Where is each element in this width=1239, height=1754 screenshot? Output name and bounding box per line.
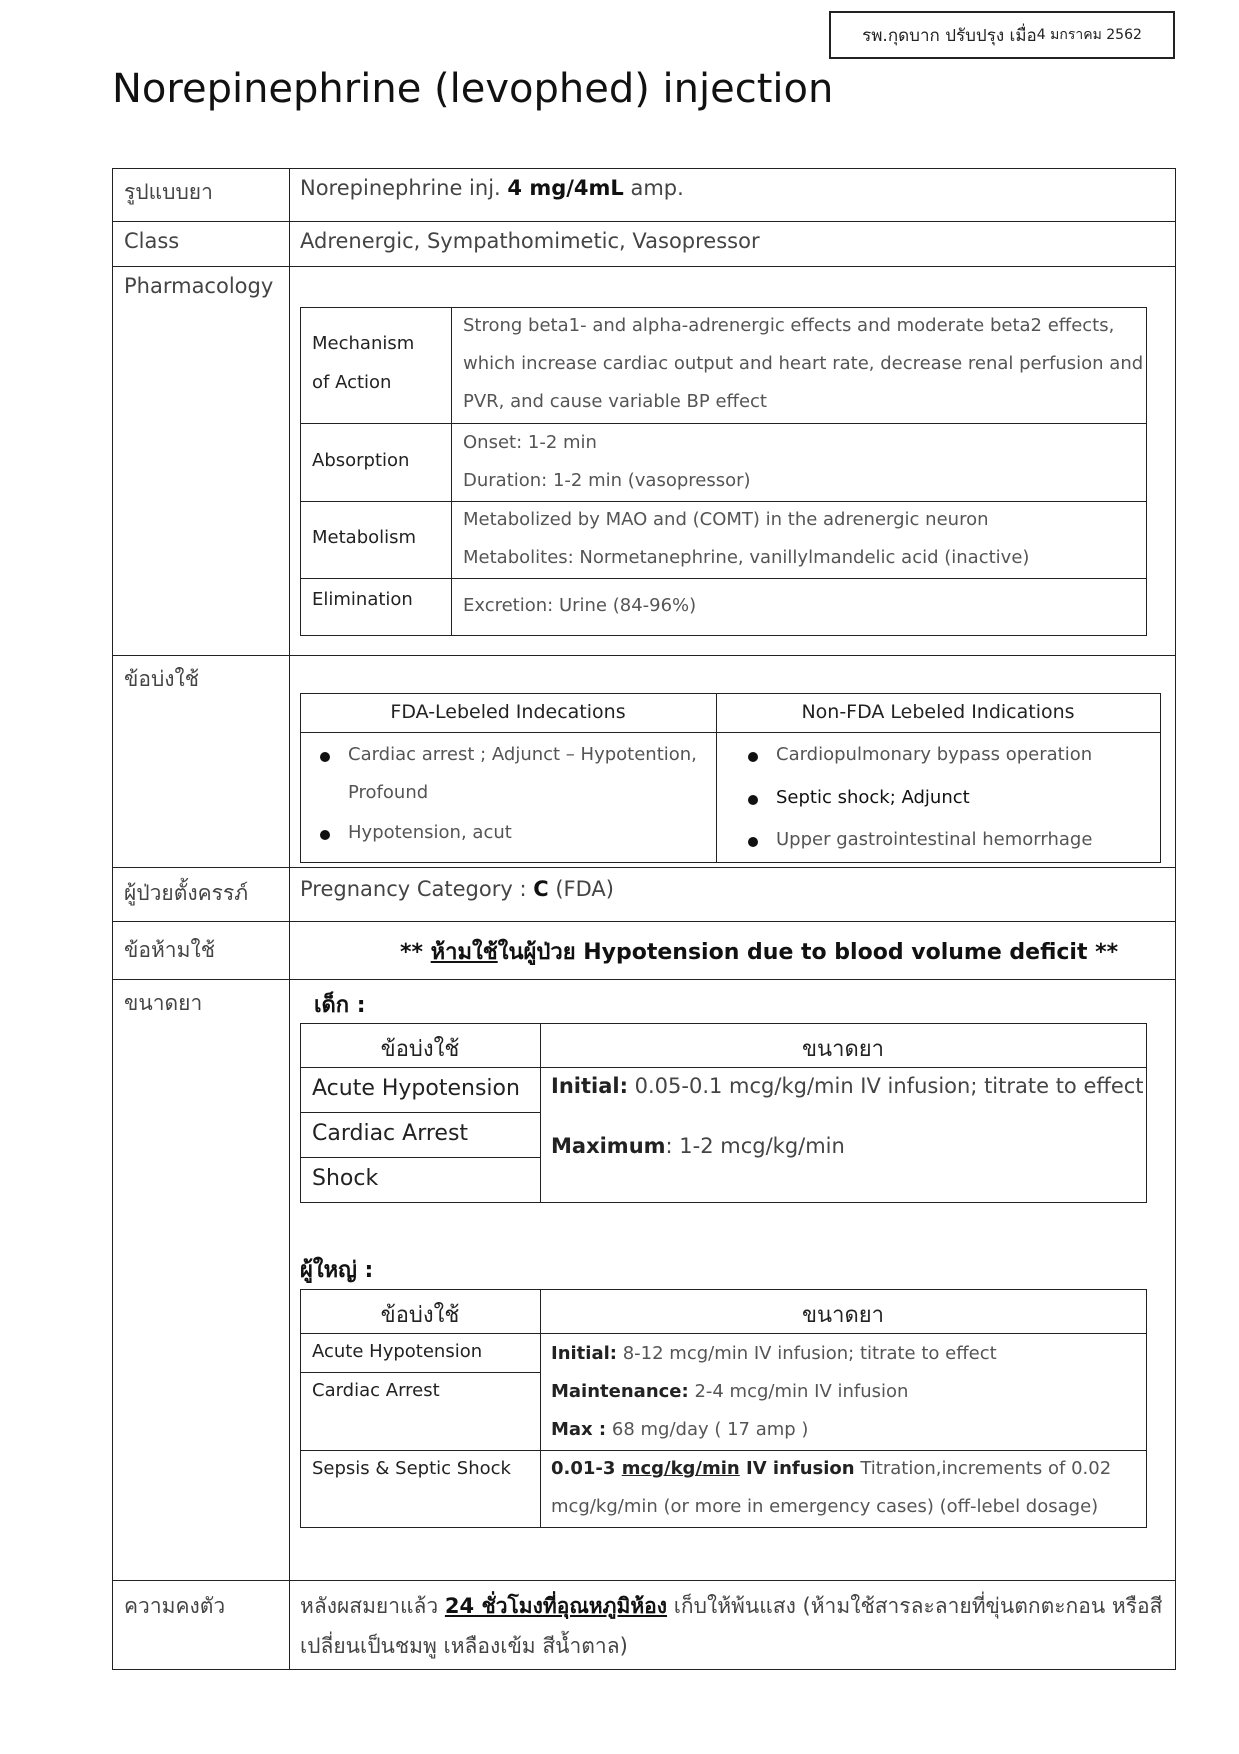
absorption-onset: Onset: 1-2 min — [463, 432, 597, 453]
elimination-label: Elimination — [312, 589, 413, 610]
sepsis-dose-line-2: mcg/kg/min (or more in emergency cases) (off-lebel dosage) — [551, 1496, 1099, 1517]
fda-item-2: Hypotension, acut — [348, 822, 512, 843]
bullet-icon — [320, 830, 330, 840]
fda-item-1a: Cardiac arrest ; Adjunct – Hypotention, — [348, 744, 697, 765]
adult-col-indication: ข้อบ่งใช้ — [380, 1303, 460, 1328]
adult-max-dose: Max : 68 mg/day ( 17 amp ) — [551, 1419, 809, 1440]
absorption-label: Absorption — [312, 450, 410, 471]
label-indications: ข้อบ่งใช้ — [124, 667, 200, 691]
pregnancy-value: Pregnancy Category : C (FDA) — [300, 877, 614, 901]
moa-label-2: of Action — [312, 372, 392, 393]
revision-prefix: รพ.กุดบาก ปรับปรุง เมื่อ — [862, 25, 1037, 46]
adult-indication-1: Acute Hypotension — [312, 1341, 483, 1362]
child-initial-dose: Initial: 0.05-0.1 mcg/kg/min IV infusion; titrate to effect — [551, 1074, 1144, 1098]
adult-initial-dose: Initial: 8-12 mcg/min IV infusion; titrate to effect — [551, 1343, 997, 1364]
child-indication-2: Cardiac Arrest — [312, 1121, 469, 1146]
child-col-dose: ขนาดยา — [802, 1037, 884, 1062]
nonfda-item-1: Cardiopulmonary bypass operation — [776, 744, 1093, 765]
child-max-dose: Maximum: 1-2 mcg/kg/min — [551, 1134, 845, 1158]
revision-date: 4 มกราคม 2562 — [1036, 27, 1142, 43]
label-dosage: ขนาดยา — [124, 991, 203, 1015]
child-col-indication: ข้อบ่งใช้ — [380, 1037, 460, 1062]
moa-text-1: Strong beta1- and alpha-adrenergic effects and moderate beta2 effects, — [463, 315, 1115, 336]
label-pharmacology: Pharmacology — [124, 274, 274, 298]
bullet-icon — [320, 752, 330, 762]
nonfda-header: Non-FDA Lebeled Indications — [801, 701, 1075, 723]
label-stability: ความคงตัว — [124, 1594, 226, 1618]
fda-item-1b: Profound — [348, 782, 429, 803]
adult-indication-2: Cardiac Arrest — [312, 1380, 440, 1401]
label-contraindication: ข้อห้ามใช้ — [124, 938, 215, 962]
moa-label-1: Mechanism — [312, 333, 415, 354]
adult-heading: ผู้ใหญ่ : — [300, 1258, 374, 1283]
nonfda-item-2: Septic shock; Adjunct — [776, 787, 970, 808]
child-heading: เด็ก : — [314, 993, 366, 1018]
fda-header: FDA-Lebeled Indecations — [390, 701, 626, 723]
label-class: Class — [124, 229, 180, 253]
moa-text-3: PVR, and cause variable BP effect — [463, 391, 767, 412]
bullet-icon — [748, 837, 758, 847]
absorption-duration: Duration: 1-2 min (vasopressor) — [463, 470, 751, 491]
adult-indication-3: Sepsis & Septic Shock — [312, 1458, 511, 1479]
stability-line-2: เปลี่ยนเป็นชมพู เหลืองเข้ม สีน้ำตาล) — [300, 1634, 628, 1658]
elimination-text: Excretion: Urine (84-96%) — [463, 595, 697, 616]
bullet-icon — [748, 752, 758, 762]
dosage-form-value: Norepinephrine inj. 4 mg/4mL amp. — [300, 176, 684, 200]
child-indication-3: Shock — [312, 1166, 379, 1191]
adult-col-dose: ขนาดยา — [802, 1303, 884, 1328]
metabolism-text-2: Metabolites: Normetanephrine, vanillylmandelic acid (inactive) — [463, 547, 1030, 568]
stability-line-1: หลังผสมยาแล้ว 24 ชั่วโมงที่อุณหภูมิห้อง เก็บให้พ้นแสง (ห้ามใช้สารละลายที่ขุ่นตกตะกอน หรือสี — [300, 1594, 1163, 1618]
metabolism-text-1: Metabolized by MAO and (COMT) in the adrenergic neuron — [463, 509, 989, 530]
label-dosage-form: รูปแบบยา — [124, 180, 213, 204]
class-value: Adrenergic, Sympathomimetic, Vasopressor — [300, 229, 760, 253]
child-indication-1: Acute Hypotension — [312, 1076, 520, 1101]
sepsis-dose-line-1: 0.01-3 mcg/kg/min IV infusion Titration,increments of 0.02 — [551, 1458, 1112, 1479]
contraindication-value: ** ห้ามใช้ในผู้ป่วย Hypotension due to blood volume deficit ** — [400, 940, 1119, 965]
metabolism-label: Metabolism — [312, 527, 417, 548]
adult-maintenance-dose: Maintenance: 2-4 mcg/min IV infusion — [551, 1381, 909, 1402]
page-title: Norepinephrine (levophed) injection — [112, 66, 834, 112]
revision-box — [829, 11, 1175, 59]
nonfda-item-3: Upper gastrointestinal hemorrhage — [776, 829, 1093, 850]
moa-text-2: which increase cardiac output and heart rate, decrease renal perfusion and — [463, 353, 1144, 374]
bullet-icon — [748, 795, 758, 805]
label-pregnancy: ผู้ป่วยตั้งครรภ์ — [124, 881, 249, 905]
